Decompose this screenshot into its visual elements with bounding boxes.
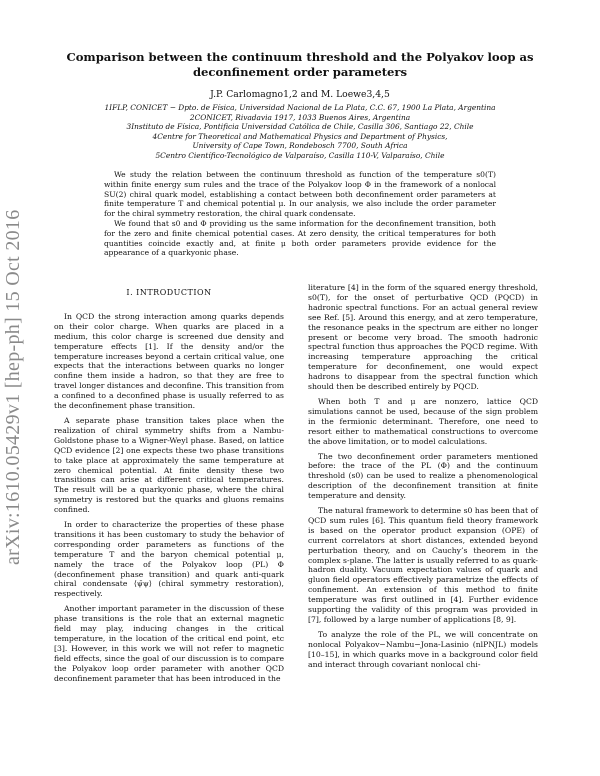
paragraph: Another important parameter in the discussion of these phase transitions is the role that an external magnetic field may play, inducing changes in the critical temperature, in the location of the critical end point, etc [3]. However, in this work we will not refer to magnetic field effects, since the goal of our discussion is to compare the Polyakov loop order parameter with another QCD deconfinement parameter that has been introduced in the [54, 604, 284, 683]
affiliation-4: 4Centre for Theoretical and Mathematical Physics and Department of Physics, [152, 131, 448, 141]
section-heading: I. INTRODUCTION [126, 288, 212, 297]
abstract-paragraph: We study the relation between the continuum threshold as function of the temperature s0(T) within finite energy sum rules and the trace of the Polyakov loop Φ in the framework of a nonlocal SU(2) chiral quark model, establishing a contact between both deconfinement order parameters at finite temperature T and chemical potential μ. In our analysis, we also include the order parameter for the chiral symmetry restoration, the chiral quark condensate. [104, 170, 496, 219]
abstract [104, 170, 496, 258]
affiliation-4b: University of Cape Town, Rondebosch 7700, South Africa [192, 141, 408, 151]
paragraph: In order to characterize the properties of these phase transitions it has been customary to study the behavior of corresponding order parameters as functions of the temperature T and the baryon chemical potential μ, namely the trace of the Polyakov loop (PL) Φ (deconfinement phase transition) and quark anti-quark chiral condensate ⟨ψ̄ψ⟩ (chiral symmetry restoration), respectively. [54, 520, 284, 599]
right-column [308, 283, 538, 675]
authors: J.P. Carlomagno1,2 and M. Loewe3,4,5 [210, 89, 390, 100]
affiliations [40, 103, 560, 161]
paragraph: When both T and μ are nonzero, lattice QCD simulations cannot be used, because of the sign problem in the fermionic determinant. Therefore, one need to resort either to mathematical constructions to overcome the above limitation, or to model calculations. [308, 396, 538, 446]
arxiv-stamp: arXiv:1610.05429v1 [hep-ph] 15 Oct 2016 [2, 209, 24, 565]
paragraph: The two deconfinement order parameters mentioned before: the trace of the PL (Φ) and the continuum threshold (s0) can be used to realize a phenomenological description of the deconfinement transition at finite temperature and density. [308, 451, 538, 501]
paragraph: The natural framework to determine s0 has been that of QCD sum rules [6]. This quantum field theory framework is based on the operator product expansion (OPE) of current correlators at short distances, extended beyond perturbation theory, and on Cauchy’s theorem in the complex s-plane. The latter is usually referred to as quark-hadron duality. Vacuum expectation values of quark and gluon field operators effectively parametrize the effects of confinement. An extension of this method to finite temperature was first outlined in [4]. Further evidence supporting the validity of this program was provided in [7], followed by a large number of applications [8, 9]. [308, 506, 538, 624]
paragraph: In QCD the strong interaction among quarks depends on their color charge. When quarks are placed in a medium, this color charge is screened due density and temperature effects [1]. If the density and/or the temperature increases beyond a certain critical value, one expects that the interactions between quarks no longer confine them inside a hadron, so that they are free to travel longer distances and deconfine. This transition from a confined to a deconfined phase is usually referred to as the deconfinement phase transition. [54, 311, 284, 411]
abstract-paragraph: We found that s0 and Φ providing us the same information for the deconfinement transition, both for the zero and finite chemical potential cases. At zero density, the critical temperatures for both quantities coincide exactly and, at finite μ both order parameters provide evidence for the appearance of a quarkyonic phase. [104, 218, 496, 258]
affiliation-2: 2CONICET, Rivadavia 1917, 1033 Buenos Aires, Argentina [189, 112, 411, 122]
affiliation-5: 5Centro Científico-Tecnológico de Valparaíso, Casilla 110-V, Valparaíso, Chile [155, 150, 445, 160]
paragraph: literature [4] in the form of the squared energy threshold, s0(T), for the onset of perturbative QCD (PQCD) in hadronic spectral functions. For an actual general review see Ref. [5]. Around this energy, and at zero temperature, the resonance peaks in the spectrum are either no longer present or become very broad. The smooth hadronic spectral function thus approaches the PQCD regime. With increasing temperature approaching the critical temperature for deconfinement, one would expect hadrons to disappear from the spectral function which should then be described entirely by PQCD. [308, 283, 538, 392]
affiliation-3: 3Instituto de Física, Pontificia Universidad Católica de Chile, Casilla 306, Santiago 22, Chile [126, 122, 474, 132]
paragraph: A separate phase transition takes place when the realization of chiral symmetry shifts from a Nambu-Goldstone phase to a Wigner-Weyl phase. Based, on lattice QCD evidence [2] one expects these two phase transitions to take place at approximately the same temperature at zero chemical potential. At finite density these two transitions can arise at different critical temperatures. The result will be a quarkyonic phase, where the chiral symmetry is restored but the quarks and gluons remains confined. [54, 415, 284, 515]
paragraph: To analyze the role of the PL, we will concentrate on nonlocal Polyakov−Nambu−Jona-Lasinio (nlPNJL) models [10–15], in which quarks move in a background color field and interact through covariant nonlocal chi- [308, 629, 538, 669]
paper-title: Comparison between the continuum threshold and the Polyakov loop as deconfinement order parameters [66, 50, 534, 79]
affiliation-1: 1IFLP, CONICET − Dpto. de Física, Universidad Nacional de La Plata, C.C. 67, 1900 La Plata, Argentina [104, 103, 496, 112]
left-column [54, 288, 284, 689]
